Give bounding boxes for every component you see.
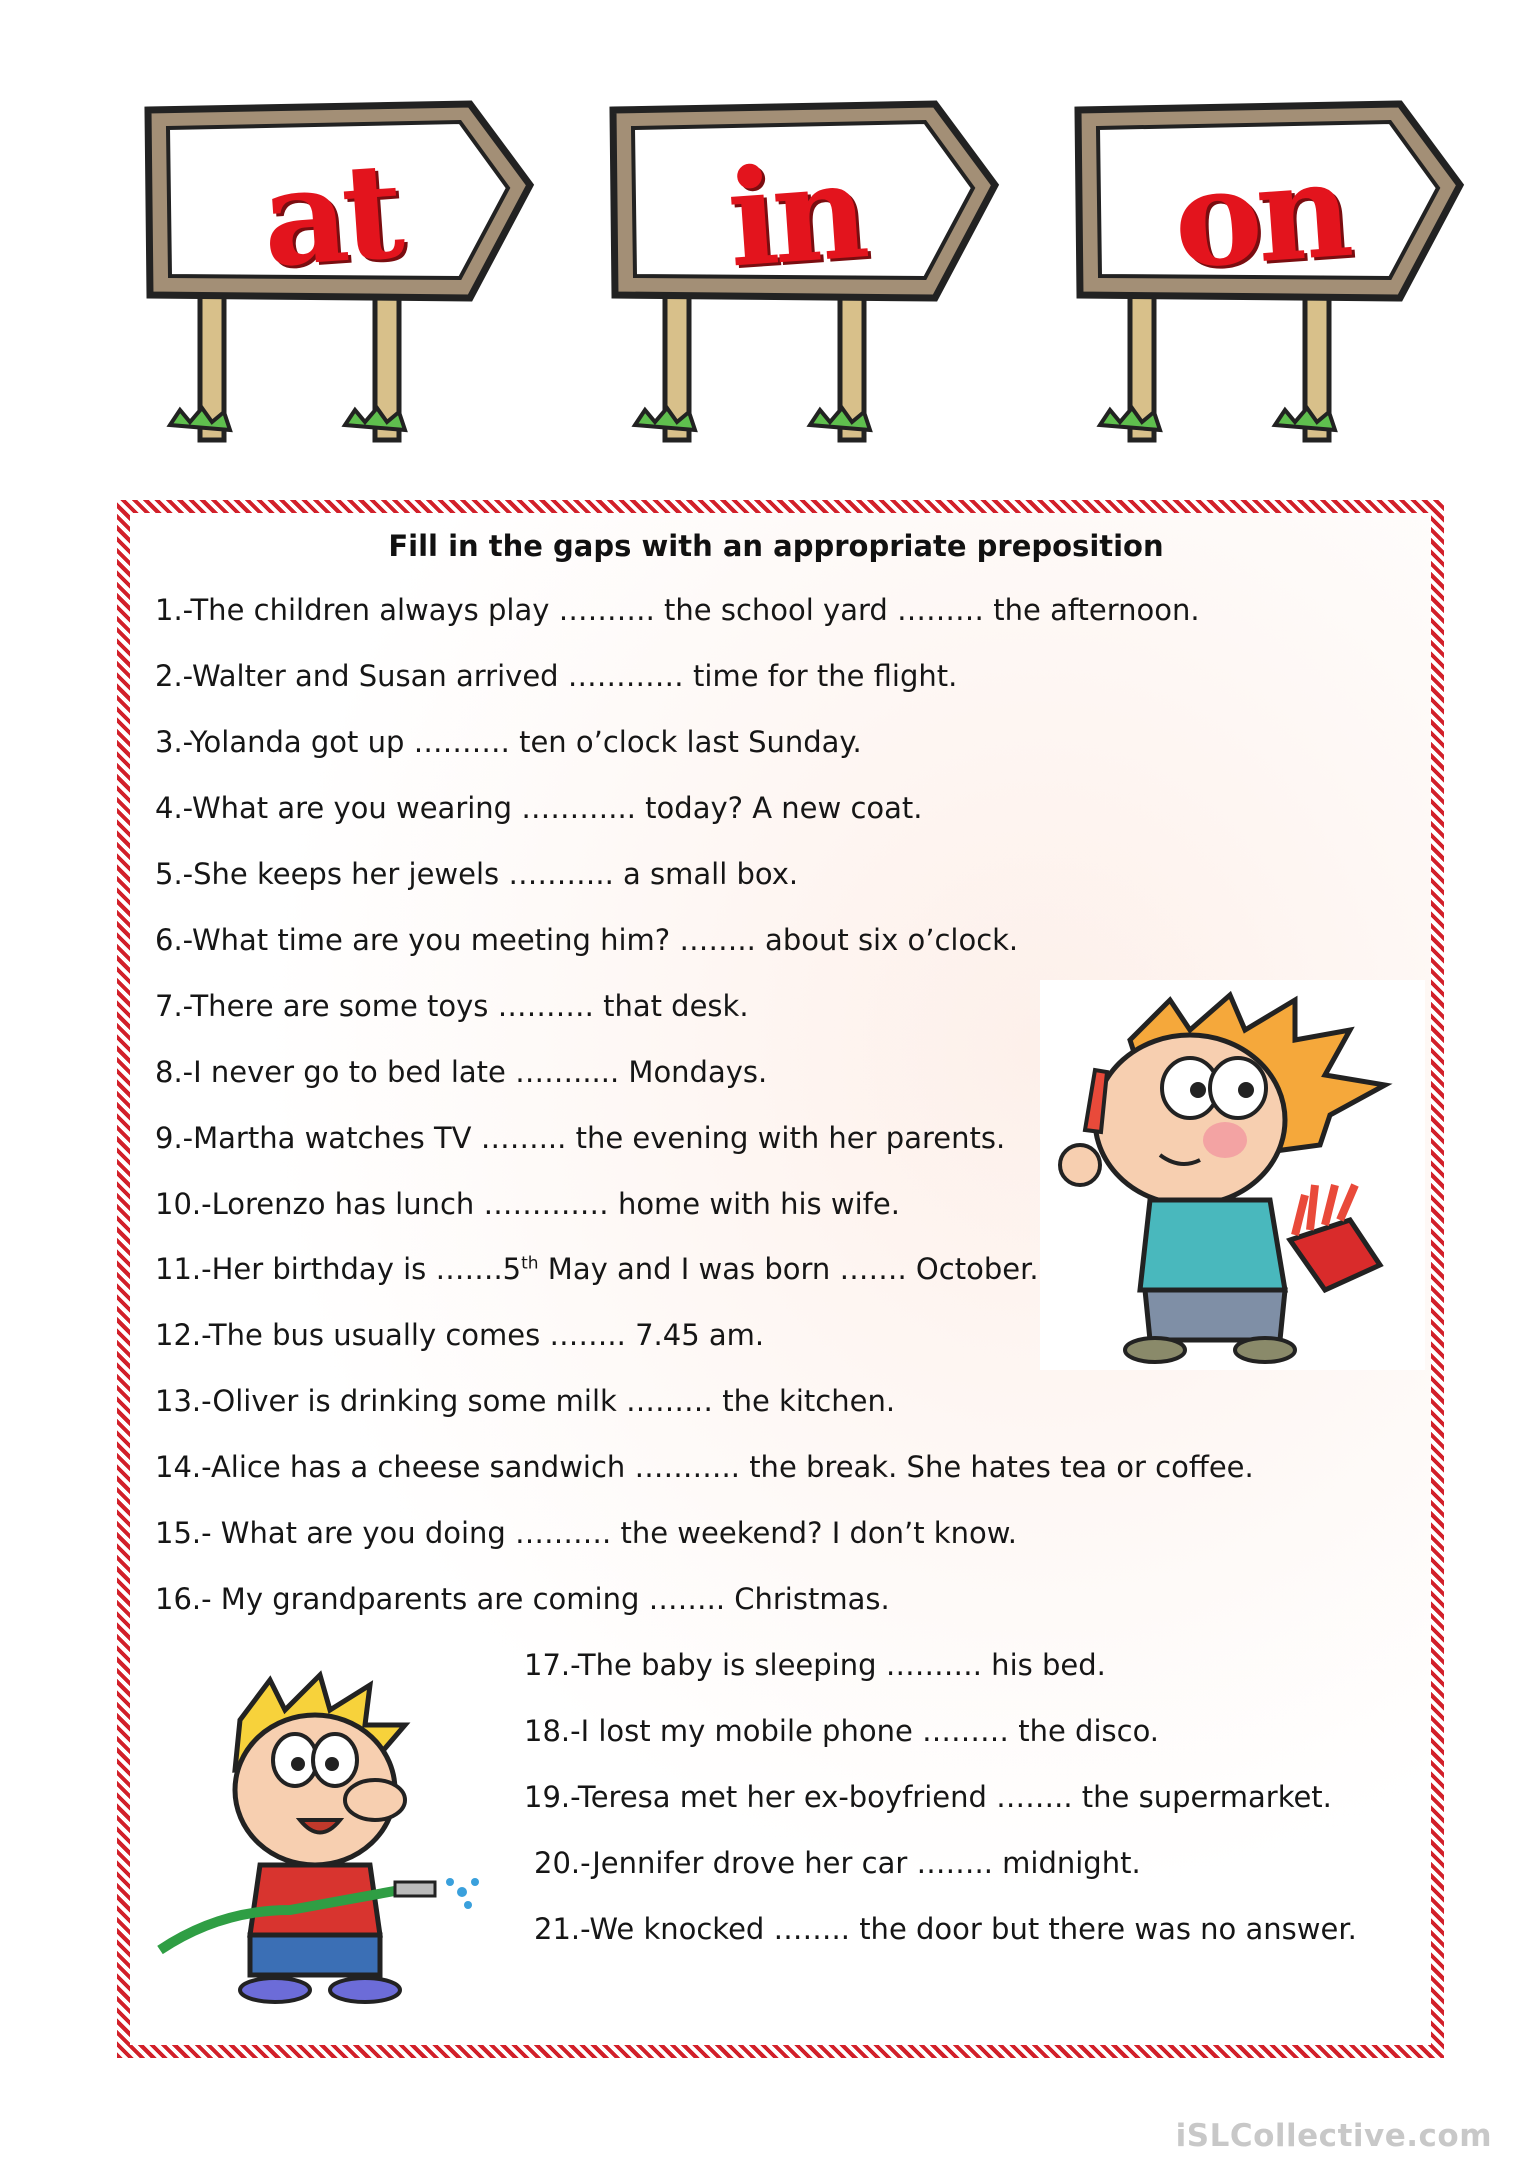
sentence-13: 13.-Oliver is drinking some milk ……… the kitchen. <box>155 1384 896 1418</box>
sentence-16: 16.- My grandparents are coming …….. Christmas. <box>155 1582 890 1616</box>
ordinal-suffix: th <box>521 1253 539 1274</box>
sentence-12: 12.-The bus usually comes …….. 7.45 am. <box>155 1318 765 1352</box>
sentence-21: 21.-We knocked …….. the door but there was no answer. <box>534 1912 1357 1946</box>
sentence-7: 7.-There are some toys ………. that desk. <box>155 989 749 1023</box>
signposts-header <box>0 0 1532 470</box>
sentence-8: 8.-I never go to bed late ……..... Mondays. <box>155 1055 768 1089</box>
boy-with-hose-illustration <box>150 1660 495 2015</box>
sentence-20: 20.-Jennifer drove her car …….. midnight. <box>534 1846 1141 1880</box>
sentence-11-start: 11.-Her birthday is …….5 <box>155 1252 522 1286</box>
watermark: iSLCollective.com <box>1175 2118 1492 2154</box>
boy-with-fries-illustration <box>1040 980 1425 1370</box>
exercise-title: Fill in the gaps with an appropriate preposition <box>388 529 1164 563</box>
sign-in <box>605 90 1005 460</box>
sentence-1: 1.-The children always play ………. the school yard ……… the afternoon. <box>155 593 1200 627</box>
sign-at <box>140 90 540 460</box>
sentence-10: 10.-Lorenzo has lunch ……….… home with his wife. <box>155 1187 900 1221</box>
sentence-18: 18.-I lost my mobile phone ……… the disco. <box>524 1714 1160 1748</box>
sign-word: at <box>257 132 403 298</box>
sign-on <box>1070 90 1470 460</box>
sentence-4: 4.-What are you wearing ………... today? A new coat. <box>155 791 923 825</box>
sign-word: in <box>722 133 868 297</box>
sentence-3: 3.-Yolanda got up ………. ten o’clock last Sunday. <box>155 725 862 759</box>
sentence-19: 19.-Teresa met her ex-boyfriend …….. the supermarket. <box>524 1780 1332 1814</box>
sentence-9: 9.-Martha watches TV ……... the evening with her parents. <box>155 1121 1006 1155</box>
sentence-14: 14.-Alice has a cheese sandwich ……….. the break. She hates tea or coffee. <box>155 1450 1254 1484</box>
cartoon-boy-hose-icon <box>150 1660 495 2015</box>
sentence-11-end: May and I was born ……. October. <box>538 1252 1039 1286</box>
sign-word: on <box>1168 131 1352 299</box>
sentence-6: 6.-What time are you meeting him? …….. about six o’clock. <box>155 923 1019 957</box>
sentence-5: 5.-She keeps her jewels ……….. a small box. <box>155 857 799 891</box>
sentence-15: 15.- What are you doing ………. the weekend? I don’t know. <box>155 1516 1017 1550</box>
sentence-11 <box>155 1251 1039 1287</box>
cartoon-boy-fries-icon <box>1040 980 1425 1370</box>
sentence-2: 2.-Walter and Susan arrived ………… time for the flight. <box>155 659 958 693</box>
sentence-17: 17.-The baby is sleeping ………. his bed. <box>524 1648 1106 1682</box>
